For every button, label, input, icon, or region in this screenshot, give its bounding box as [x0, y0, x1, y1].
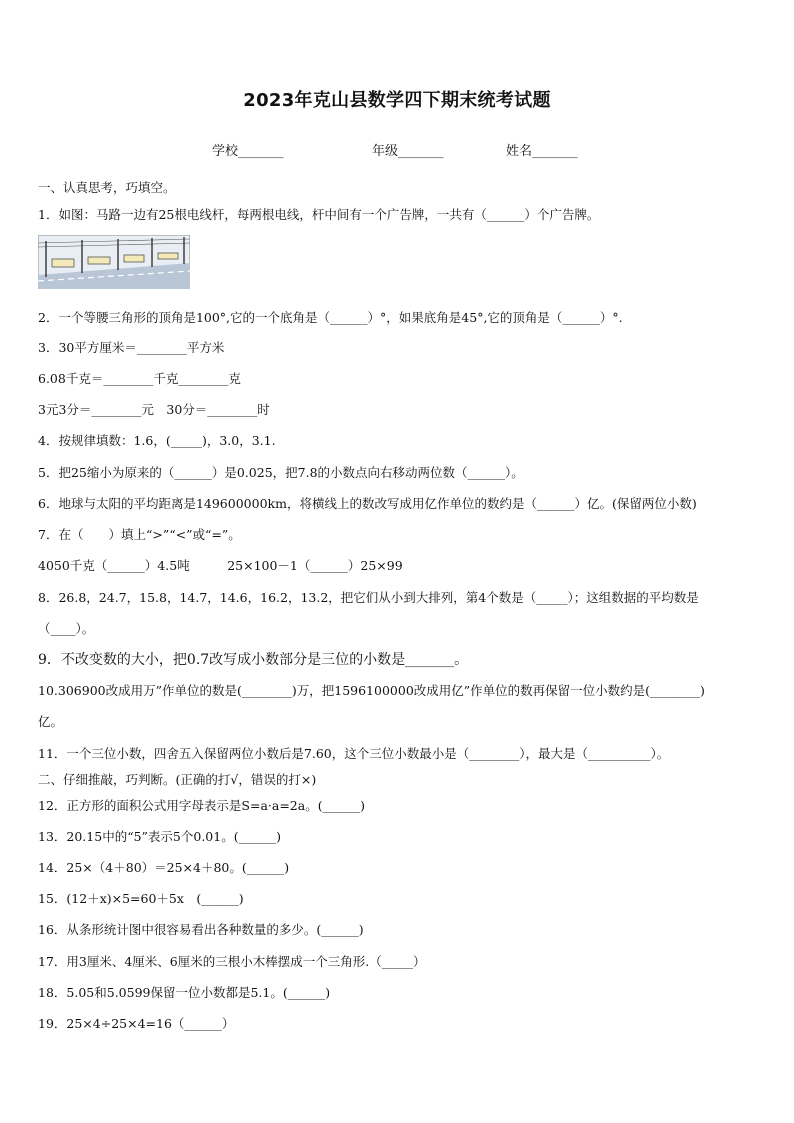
- question-5: 5．把25缩小为原来的（______）是0.025，把7.8的小数点向右移动两位数（______）。: [38, 465, 524, 480]
- question-7-b: 4050千克（______）4.5吨 25×100－1（______）25×99: [38, 558, 403, 573]
- question-8: 8．26.8，24.7，15.8，14.7，14.6，16.2，13.2，把它们从小到大排列，第4个数是（_____）；这组数据的平均数是: [38, 590, 699, 605]
- school-field: 学校_______: [212, 144, 284, 159]
- question-8-b: （____）。: [38, 621, 95, 636]
- question-16: 16．从条形统计图中很容易看出各种数量的多少。(______): [38, 922, 364, 937]
- section-2-heading: 二、仔细推敲，巧判断。(正确的打√，错误的打×): [38, 772, 317, 787]
- question-12: 12．正方形的面积公式用字母表示是S=a·a=2a。(______): [38, 798, 365, 813]
- road-poles-illustration: [38, 235, 190, 289]
- question-7: 7．在（ ）填上“>”“<”或“=”。: [38, 527, 241, 542]
- question-3: 3．30平方厘米＝________平方米: [38, 340, 225, 355]
- question-10: 10.306900改成用万”作单位的数是(________)万，把1596100000改成用亿”作单位的数再保留一位小数约是(________): [38, 683, 705, 698]
- question-15: 15．(12＋x)×5=60＋5x (______): [38, 891, 244, 906]
- page-title: 2023年克山县数学四下期末统考试题: [243, 90, 551, 111]
- question-10-b: 亿。: [38, 714, 64, 729]
- question-3-c: 3元3分＝________元 30分＝________时: [38, 402, 270, 417]
- question-14: 14．25×（4＋80）＝25×4＋80。(______): [38, 860, 290, 875]
- section-1-heading: 一、认真思考，巧填空。: [38, 180, 176, 195]
- question-17: 17．用3厘米、4厘米、6厘米的三根小木棒摆成一个三角形.（_____）: [38, 954, 426, 969]
- question-2: 2．一个等腰三角形的顶角是100°,它的一个底角是（______）°，如果底角是45°,它的顶角是（______）°.: [38, 310, 623, 325]
- question-11: 11．一个三位小数，四舍五入保留两位小数后是7.60，这个三位小数最小是（________），最大是（__________）。: [38, 746, 670, 761]
- question-18: 18．5.05和5.0599保留一位小数都是5.1。(______): [38, 985, 331, 1000]
- question-3-b: 6.08千克＝________千克________克: [38, 371, 241, 386]
- question-1: 1．如图：马路一边有25根电线杆，每两根电线，杆中间有一个广告牌，一共有（______）个广告牌。: [38, 207, 600, 222]
- name-field: 姓名_______: [506, 144, 578, 159]
- grade-field: 年级_______: [372, 144, 444, 159]
- question-19: 19．25×4÷25×4=16（______）: [38, 1016, 235, 1031]
- question-13: 13．20.15中的“5”表示5个0.01。(______): [38, 829, 281, 844]
- question-9: 9．不改变数的大小，把0.7改写成小数部分是三位的小数是_______。: [38, 652, 469, 668]
- question-6: 6．地球与太阳的平均距离是149600000km，将横线上的数改写成用亿作单位的数约是（______）亿。(保留两位小数): [38, 496, 697, 511]
- question-4: 4．按规律填数：1.6，(_____)，3.0，3.1.: [38, 433, 276, 448]
